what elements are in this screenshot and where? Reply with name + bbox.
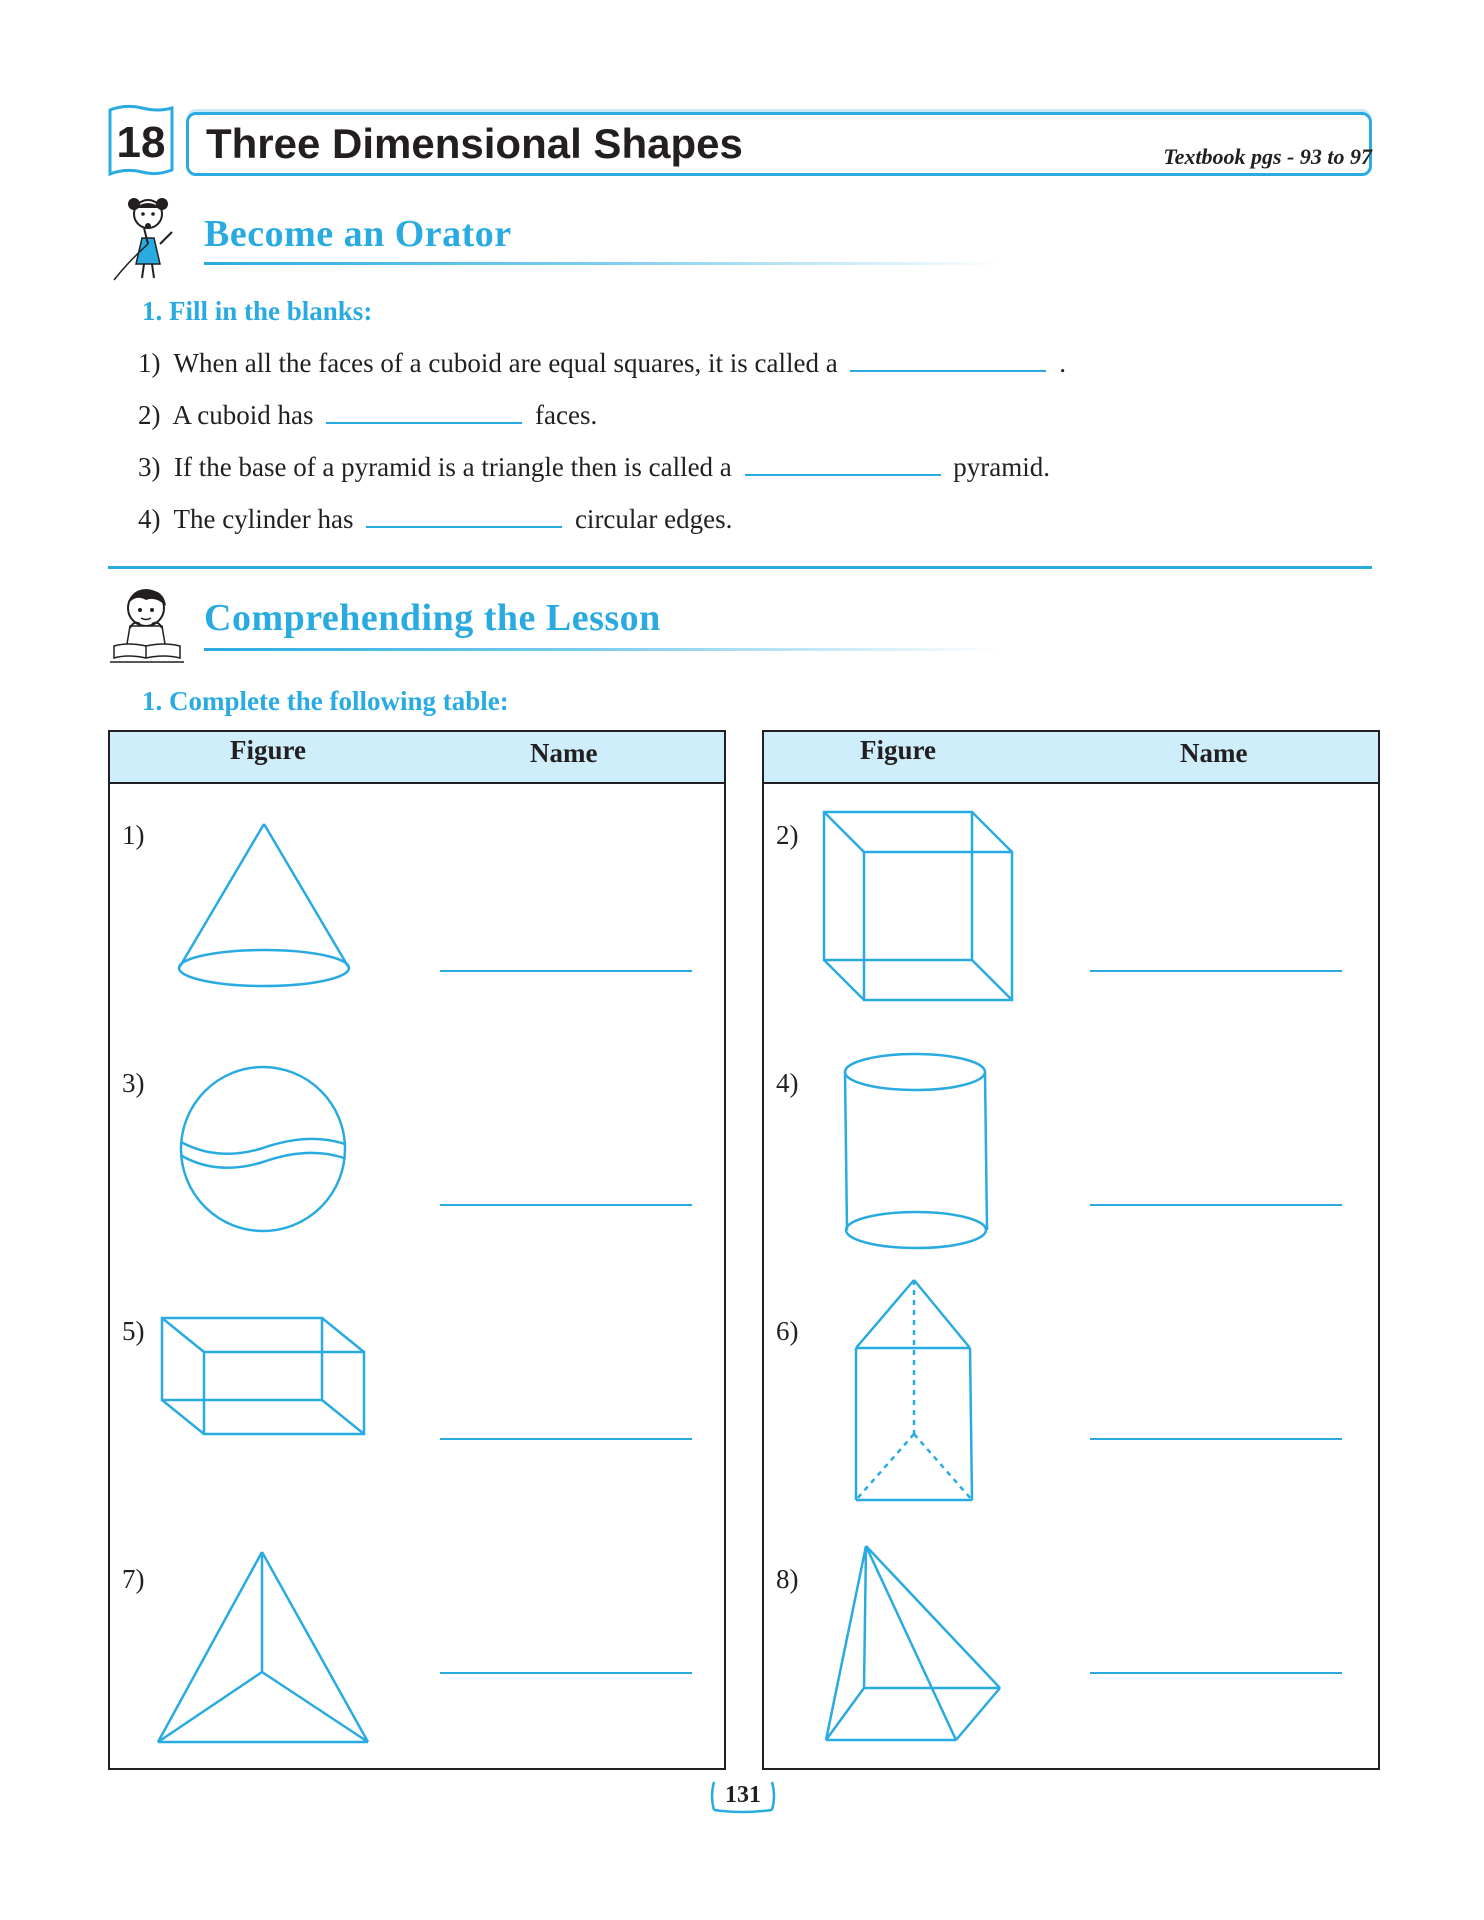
answer-line[interactable] bbox=[1090, 1204, 1342, 1206]
sphere-figure-icon bbox=[178, 1064, 348, 1234]
heading-underline bbox=[204, 262, 1004, 265]
answer-line[interactable] bbox=[440, 1672, 692, 1674]
item-number: 3) bbox=[138, 452, 161, 482]
fill-blank-item bbox=[138, 398, 597, 431]
item-text-after: faces. bbox=[535, 400, 598, 430]
item-text: When all the faces of a cuboid are equal squares, it is called a bbox=[173, 348, 838, 378]
girl-with-microphone-icon bbox=[108, 192, 188, 284]
item-number: 4) bbox=[138, 504, 161, 534]
cone-figure-icon bbox=[176, 820, 356, 990]
fill-blank-item bbox=[138, 502, 732, 535]
item-text: The cylinder has bbox=[173, 504, 354, 534]
row-number: 8) bbox=[776, 1564, 799, 1594]
question-heading-fill-blanks: 1. Fill in the blanks: bbox=[142, 296, 373, 326]
section-heading-orator: Become an Orator bbox=[204, 213, 512, 255]
fill-blank-item bbox=[138, 346, 1066, 379]
item-text-after: . bbox=[1059, 348, 1066, 378]
blank-answer-field[interactable] bbox=[326, 398, 522, 424]
item-text: A cuboid has bbox=[172, 400, 314, 430]
row-number: 4) bbox=[776, 1068, 799, 1098]
square-pyramid-figure-icon bbox=[822, 1544, 1006, 1744]
answer-line[interactable] bbox=[440, 1204, 692, 1206]
column-header-figure: Figure bbox=[230, 735, 306, 765]
blank-answer-field[interactable] bbox=[366, 502, 562, 528]
cube-figure-icon bbox=[822, 810, 1022, 1006]
item-text-after: pyramid. bbox=[953, 452, 1051, 482]
row-number: 7) bbox=[122, 1564, 145, 1594]
item-number: 1) bbox=[138, 348, 161, 378]
column-header-name: Name bbox=[530, 738, 598, 768]
answer-line[interactable] bbox=[440, 1438, 692, 1440]
row-number: 3) bbox=[122, 1068, 145, 1098]
boy-reading-book-icon bbox=[108, 584, 186, 670]
answer-line[interactable] bbox=[1090, 1672, 1342, 1674]
cylinder-figure-icon bbox=[840, 1052, 990, 1252]
table-header bbox=[110, 732, 724, 784]
heading-underline bbox=[204, 648, 1004, 651]
row-number: 6) bbox=[776, 1316, 799, 1346]
answer-line[interactable] bbox=[1090, 970, 1342, 972]
row-number: 5) bbox=[122, 1316, 145, 1346]
page-title: Three Dimensional Shapes bbox=[206, 120, 743, 167]
blank-answer-field[interactable] bbox=[850, 346, 1046, 372]
triangular-pyramid-figure-icon bbox=[156, 1550, 370, 1746]
row-number: 1) bbox=[122, 820, 145, 850]
row-number: 2) bbox=[776, 820, 799, 850]
blank-answer-field[interactable] bbox=[745, 450, 941, 476]
item-text-after: circular edges. bbox=[574, 504, 733, 534]
fill-blank-item bbox=[138, 450, 1050, 483]
item-number: 2) bbox=[138, 400, 161, 430]
chapter-number: 18 bbox=[116, 118, 166, 167]
column-header-figure: Figure bbox=[860, 735, 936, 765]
answer-line[interactable] bbox=[440, 970, 692, 972]
triangular-prism-figure-icon bbox=[852, 1278, 976, 1504]
section-divider bbox=[108, 566, 1372, 569]
question-heading-complete-table: 1. Complete the following table: bbox=[142, 686, 509, 716]
answer-line[interactable] bbox=[1090, 1438, 1342, 1440]
column-header-name: Name bbox=[1180, 738, 1248, 768]
cuboid-figure-icon bbox=[160, 1316, 370, 1440]
table-header bbox=[764, 732, 1378, 784]
textbook-reference: Textbook pgs - 93 to 97 bbox=[1163, 144, 1372, 169]
page-number: 131 bbox=[725, 1782, 761, 1808]
section-heading-lesson: Comprehending the Lesson bbox=[204, 597, 661, 639]
item-text: If the base of a pyramid is a triangle then is called a bbox=[174, 452, 732, 482]
